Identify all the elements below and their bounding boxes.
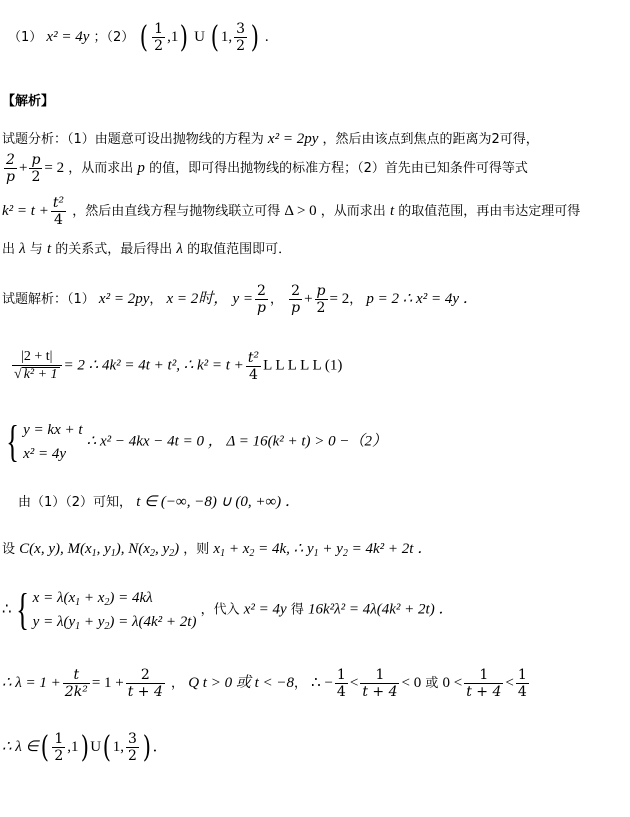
solution-line-1: 试题解析：（1） x² = 2py， x = 2时， y = $\frac{2}{p}$ ， $\frac{2}{p}$ + $\frac{p}{2}$ = 2， p = 2 ∴ x² = 4y ． <box>2 283 478 316</box>
solution-line-8: ∴ λ ∈( $\frac{1}{2}$ ,1) U( 1, $\frac{3}{2}$ ) ． <box>2 729 168 765</box>
solution-line-7: ∴ λ = 1 + $\frac{t}{\text{2k²}}$ = 1 + $\frac{2}{t + 4}$ ， Q t > 0 或 t < −8， ∴ − $\frac{1}{4}$ < $\frac{1}{t + 4}$ < 0 或 0 < $\frac{1}{t + 4}$ < $\frac{1}{4}$ <box>2 667 527 700</box>
analysis-line-1: 试题分析：（1）由题意可设出抛物线的方程为 x² = 2py ，然后由该点到焦点的距离为2可得， <box>2 131 539 147</box>
analysis-line-2: $\frac{2}{p}$ + $\frac{p}{2}$ = 2 ，从而求出 p 的值，即可得出抛物线的标准方程；（2）首先由已知条件可得等式 <box>6 152 528 185</box>
analysis-line-3: k² = t + $\frac{\text{t²}}{4}$ ，然后由直线方程与抛物线联立可得 Δ > 0 ，从而求出 t 的取值范围，再由韦达定理可得 <box>2 195 581 228</box>
answer-line: （1） x² = 4y ；（2） ( $\frac{1}{2}$ ,1) U ( 1, $\frac{3}{2}$ ) . <box>8 19 269 55</box>
analysis-heading: 【解析】 <box>2 94 55 109</box>
solution-line-3: { y = kx + t x² = 4y ∴ x² − 4kx − 4t = 0 ， Δ = 16(k² + t) > 0 −（2） <box>6 417 388 466</box>
analysis-line-4: 出 λ 与 t 的关系式，最后得出 λ 的取值范围即可． <box>2 241 292 257</box>
answer-label: （1） <box>8 30 43 45</box>
solution-line-4: 由（1）（2）可知， t ∈ (−∞, −8) ∪ (0, +∞) ． <box>18 494 300 510</box>
solution-line-2: $\frac{|2 + t|}{\text{√ k² + 1}}$ = 2 ∴ 4k² = 4t + t², ∴ k² = t + $\frac{\text{t²}}{4}$ L L L L L (1) <box>14 349 343 383</box>
answer-equation: x² = 4y <box>46 29 90 45</box>
answer-separator: ；（2） <box>93 30 135 45</box>
solution-line-5: 设 C(x, y), $M(x_1$, $y_1$), $N(x_2$, $y_2$) ，则 $x_1 + x_2 = 4k$, ∴ $y_1 + y_2 = 4k^2 + 2t$ ． <box>2 541 433 559</box>
solution-line-6: ∴{ $x = \lambda(x_1 + x_2) = 4k\lambda$ $y = \lambda(y_1 + y_2) = \lambda(4k^2 + 2t)$ ，代入 x² = 4y 得 16k²λ² = 4λ(4k² + 2t) ． <box>2 585 454 634</box>
union-symbol: U <box>194 29 206 45</box>
